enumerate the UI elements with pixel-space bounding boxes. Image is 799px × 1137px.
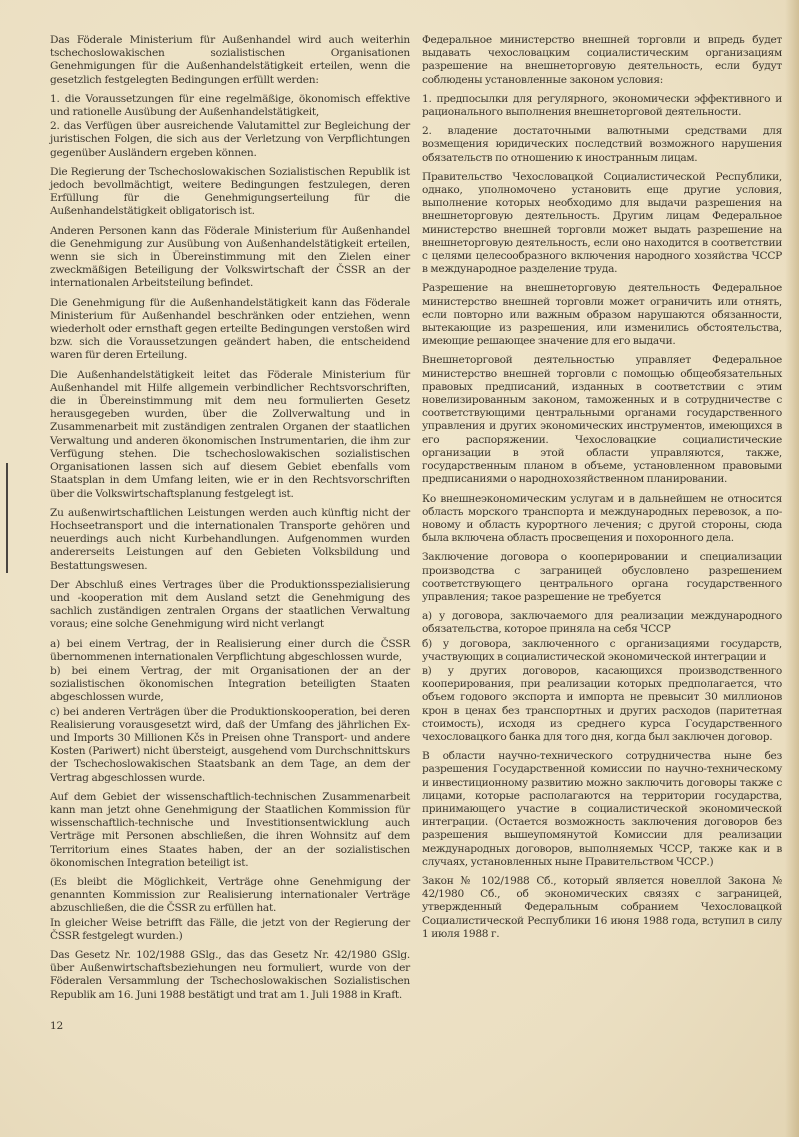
paragraph: Die Außenhandelstätigkeit leitet das Föderale Ministerium für Außenhandel mit Hilfe allgemein verbindlicher Rechtsvorschriften, die in Übereinstimmung mit dem neu formulierten Gesetz herausgegeben wurden, über die Zollverwaltung und in Zusammenarbeit mit zuständigen zentralen Organen der staatlichen Verwaltung und anderen ökonomischen Instrumentarien, die ihm zur Verfügung stehen. Die tschechoslowakischen sozialistischen Organisationen lassen sich auf diesem Gebiet ebenfalls vom Staatsplan in dem Umfang leiten, wie er in den Rechtsvorschriften über die Volkswirtschaftsplanung festgelegt ist. (50, 368, 410, 500)
list-item: 1. die Voraussetzungen für eine regelmäßige, ökonomisch effektive und rationelle Ausübung der Außenhandelstätigkeit, (50, 92, 410, 119)
paragraph: В области научно-технического сотрудничества ныне без разрешения Государственной комиссии по научно-техническому и инвестиционному развитию можно заключить договоры также с лицами, которые располагаются на территории государства, принимающего участие в социалистической экономической интеграции. (Остается возможность заключения договоров без разрешения вышеупомянутой Комиссии для реализации международных договоров, выполняемых ЧССР, также как и в случаях, установленных ныне Правительством ЧССР.) (422, 750, 782, 868)
paragraph: Заключение договора о кооперировании и специализации производства с заграницей обусловлено разрешением соответствующего центрального органа государственного управления; такое разрешение не требуется (422, 551, 782, 603)
list-item: 1. предпосылки для регулярного, экономически эффективного и рационального выполнения внешнеторговой деятельности. (422, 92, 782, 119)
paragraph: Der Abschluß eines Vertrages über die Produktionsspezialisierung und -kooperation mit dem Ausland setzt die Genehmigung des sachlich zuständigen zentralen Organs der staatlichen Verwaltung voraus; eine solche Genehmigung wird nicht verlangt (50, 578, 410, 631)
paragraph: Die Regierung der Tschechoslowakischen Sozialistischen Republik ist jedoch bevollmächtigt, weitere Bedingungen festzulegen, deren Erfüllung für die Genehmigungserteilung für die Außenhandelstätigkeit obligatorisch ist. (50, 165, 410, 218)
paragraph: Das Gesetz Nr. 102/1988 GSlg., das das Gesetz Nr. 42/1980 GSlg. über Außenwirtschaftsbeziehungen neu formuliert, wurde von der Föderalen Versammlung der Tschechoslowakischen Sozialistischen Republik am 16. Juni 1988 bestätigt und trat am 1. Juli 1988 in Kraft. (50, 949, 410, 1001)
russian-column (422, 34, 782, 947)
paragraph: Auf dem Gebiet der wissenschaftlich-technischen Zusammenarbeit kann man jetzt ohne Genehmigung der Staatlichen Kommission für wissenschaftlich-technische und Investitionsentwicklung auch Verträge mit Personen abschließen, die ihren Wohnsitz auf dem Territorium eines Staates haben, der an der sozialistischen ökonomischen Integration beteiligt ist. (50, 790, 410, 869)
paragraph: Anderen Personen kann das Föderale Ministerium für Außenhandel die Genehmigung zur Ausübung von Außenhandelstätigkeit erteilen, wenn sie sich in Übereinstimmung mit den Zielen einer zweckmäßigen Beteiligung der Volkswirtschaft der ČSSR an der internationalen Arbeitsteilung befindet. (50, 224, 410, 290)
paragraph: Zu außenwirtschaftlichen Leistungen werden auch künftig nicht der Hochseetransport und die internationalen Transporte gehören und neuerdings auch nicht Kurbehandlungen. Aufgenommen wurden andererseits Leistungen auf den Gebieten Volksbildung und Bestattungswesen. (50, 506, 410, 572)
list-item: b) bei einem Vertrag, der mit Organisationen der an der sozialistischen ökonomischen Integration beteiligten Staaten abgeschlossen wurde, (50, 664, 410, 704)
list-item: б) у договора, заключенного с организациями государств, участвующих в социалистической экономической интеграции и (422, 637, 782, 663)
paragraph: Das Föderale Ministerium für Außenhandel wird auch weiterhin tschechoslowakischen sozialistischen Organisationen Genehmigungen für die Außenhandelstätigkeit erteilen, wenn die gesetzlich festgelegten Bedingungen erfüllt werden: (50, 34, 410, 86)
page-number: 12 (50, 1019, 63, 1032)
list-item: c) bei anderen Verträgen über die Produktionskooperation, bei deren Realisierung vorausgesetzt wird, daß der Umfang des jährlichen Ex- und Imports 30 Millionen Kčs in Preisen ohne Transport- und andere Kosten (Pariwert) nicht übersteigt, ausgehend vom Durchschnittskurs der Tschechoslowakischen Staatsbank an dem Tage, an dem der Vertrag abgeschlossen wurde. (50, 705, 410, 784)
paragraph: In gleicher Weise betrifft das Fälle, die jetzt von der Regierung der ČSSR festgelegt wurden.) (50, 916, 410, 942)
page-edge-shadow (785, 0, 799, 1137)
paragraph: Внешнеторговой деятельностью управляет Федеральное министерство внешней торговли с помощью общеобязательных правовых предписаний, изданных в соответствии с этим новелизированным законом, таможенных и в сотрудничестве с соответствующими центральными органами государственного управления и других экономических инструментов, имеющихся в его распоряжении. Чехословацкие социалистические организации в этой области управляются, также, государственным планом в объеме, установленном правовыми предписаниями о народнохозяйственном планировании. (422, 354, 782, 486)
paragraph: Закон № 102/1988 Сб., который является новеллой Закона № 42/1980 Сб., об экономических связях с заграницей, утвержденный Федеральным собранием Чехословацкой Социалистической Республики 16 июня 1988 года, вступил в силу 1 июля 1988 г. (422, 874, 782, 940)
list-item: a) bei einem Vertrag, der in Realisierung einer durch die ČSSR übernommenen internationalen Verpflichtung abgeschlossen wurde, (50, 637, 410, 663)
list-item: 2. das Verfügen über ausreichende Valutamittel zur Begleichung der juristischen Folgen, die sich aus der Verletzung von Verpflichtungen gegenüber Ausländern ergeben können. (50, 120, 410, 159)
list-item: а) у договора, заключаемого для реализации международного обязательства, которое приняла на себя ЧССР (422, 610, 782, 636)
list-item: в) у других договоров, касающихся производственного кооперирования, при реализации которых предполагается, что объем годового экспорта и импорта не превысит 30 миллионов крон в ценах без транспортных и других расходов (паритетная стоимость), исходя из среднего курса Государственного чехословацкого банка для того дня, когда был заключен договор. (422, 664, 782, 743)
paragraph: Die Genehmigung für die Außenhandelstätigkeit kann das Föderale Ministerium für Außenhandel beschränken oder entziehen, wenn wiederholt oder ernsthaft gegen erteilte Bedingungen verstoßen wird bzw. sich die Voraussetzungen geändert haben, die entscheidend waren für deren Erteilung. (50, 296, 410, 362)
paragraph: Правительство Чехословацкой Социалистической Республики, однако, уполномочено установить еще другие условия, выполнение которых необходимо для выдачи разрешения на внешнеторговую деятельность. Другим лицам Федеральное министерство внешней торговли может выдать разрешение на внешнеторговую деятельность, если оно находится в соответствии с целями целесообразного включения народного хозяйства ЧССР в международное разделение труда. (422, 170, 782, 276)
list-item: 2. владение достаточными валютными средствами для возмещения юридических последствий возможного нарушения обязательств по отношению к иностранным лицам. (422, 125, 782, 164)
paragraph: (Es bleibt die Möglichkeit, Verträge ohne Genehmigung der genannten Kommission zur Realisierung internationaler Verträge abzuschließen, die die ČSSR zu erfüllen hat. (50, 875, 410, 915)
paragraph: Федеральное министерство внешней торговли и впредь будет выдавать чехословацким социалистическим организациям разрешение на внешнеторговую деятельность, если будут соблюдены установленные законом условия: (422, 34, 782, 86)
margin-mark (6, 463, 8, 573)
german-column (50, 34, 410, 1033)
paragraph: Разрешение на внешнеторговую деятельность Федеральное министерство внешней торговли может ограничить или отнять, если повторно или важным образом нарушаются обязанности, вытекающие из разрешения, или изменились обстоятельства, имеющие решающее значение для его выдачи. (422, 282, 782, 348)
paragraph: Ко внешнеэкономическим услугам и в дальнейшем не относится область морского транспорта и международных перевозок, а по-новому и область курортного лечения; с другой стороны, сюда была включена область просвещения и похоронного дела. (422, 492, 782, 545)
